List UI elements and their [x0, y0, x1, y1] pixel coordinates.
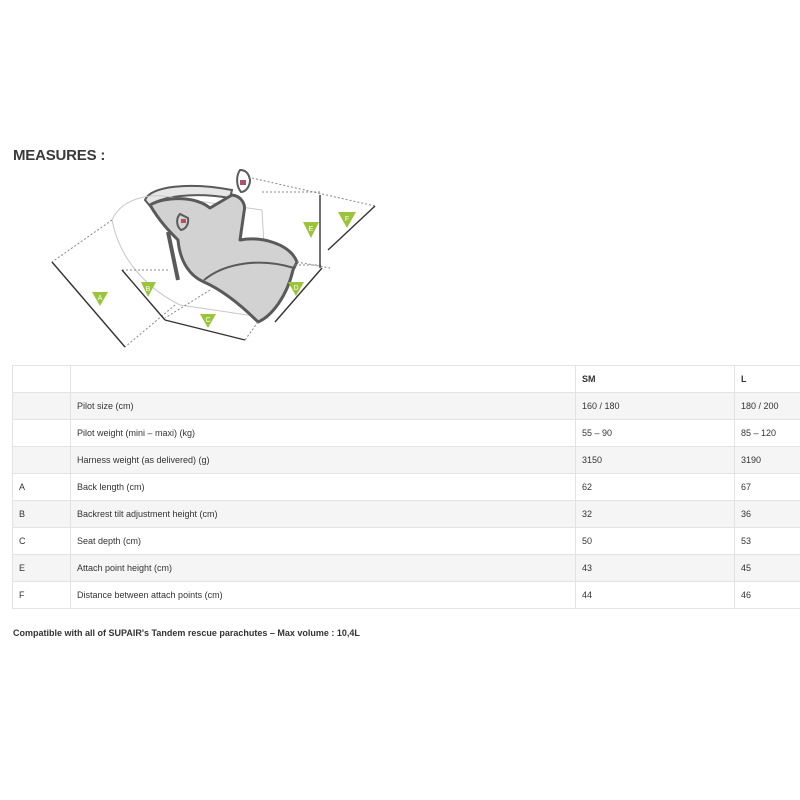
- row-key: B: [13, 501, 71, 528]
- svg-text:B: B: [145, 286, 151, 293]
- header-cell-l: L: [735, 366, 800, 393]
- row-label: Seat depth (cm): [71, 528, 576, 555]
- compatibility-note: Compatible with all of SUPAIR's Tandem rescue parachutes – Max volume : 10,4L: [13, 628, 360, 638]
- row-key: [13, 420, 71, 447]
- svg-text:C: C: [205, 317, 211, 324]
- table-row: [13, 474, 800, 501]
- table-row: [13, 420, 800, 447]
- row-label: Attach point height (cm): [71, 555, 576, 582]
- row-key: A: [13, 474, 71, 501]
- row-label: Distance between attach points (cm): [71, 582, 576, 609]
- svg-text:F: F: [344, 216, 350, 223]
- row-l-value: 53: [735, 528, 800, 555]
- table-row: [13, 555, 800, 582]
- row-sm-value: 3150: [576, 447, 735, 474]
- row-sm-value: 43: [576, 555, 735, 582]
- header-cell-sm: SM: [576, 366, 735, 393]
- dimension-marker-e: [303, 222, 319, 238]
- header-cell-label: [71, 366, 576, 393]
- dimension-marker-c: [200, 314, 216, 328]
- table-row: [13, 528, 800, 555]
- row-l-value: 45: [735, 555, 800, 582]
- row-label: Pilot weight (mini – maxi) (kg): [71, 420, 576, 447]
- row-l-value: 85 – 120: [735, 420, 800, 447]
- row-sm-value: 62: [576, 474, 735, 501]
- row-sm-value: 55 – 90: [576, 420, 735, 447]
- row-label: Harness weight (as delivered) (g): [71, 447, 576, 474]
- table-header-row: [13, 366, 800, 393]
- table-row: [13, 582, 800, 609]
- row-sm-value: 44: [576, 582, 735, 609]
- harness-measurement-diagram: [40, 160, 400, 360]
- row-l-value: 180 / 200: [735, 393, 800, 420]
- table-row: [13, 447, 800, 474]
- table-row: [13, 501, 800, 528]
- dimension-marker-a: [92, 292, 108, 306]
- row-key: F: [13, 582, 71, 609]
- row-l-value: 67: [735, 474, 800, 501]
- row-key: [13, 447, 71, 474]
- row-sm-value: 50: [576, 528, 735, 555]
- table-row: [13, 393, 800, 420]
- row-l-value: 36: [735, 501, 800, 528]
- row-sm-value: 32: [576, 501, 735, 528]
- specs-table: [12, 365, 800, 609]
- page-title: MEASURES :: [13, 147, 106, 164]
- row-key: C: [13, 528, 71, 555]
- dimension-marker-d: [288, 282, 304, 296]
- header-cell-key: [13, 366, 71, 393]
- row-l-value: 3190: [735, 447, 800, 474]
- svg-text:E: E: [308, 226, 314, 233]
- svg-text:A: A: [97, 295, 103, 302]
- row-label: Back length (cm): [71, 474, 576, 501]
- row-l-value: 46: [735, 582, 800, 609]
- row-key: E: [13, 555, 71, 582]
- row-key: [13, 393, 71, 420]
- svg-text:D: D: [293, 285, 299, 292]
- row-sm-value: 160 / 180: [576, 393, 735, 420]
- row-label: Pilot size (cm): [71, 393, 576, 420]
- row-label: Backrest tilt adjustment height (cm): [71, 501, 576, 528]
- harness-illustration: [112, 170, 297, 322]
